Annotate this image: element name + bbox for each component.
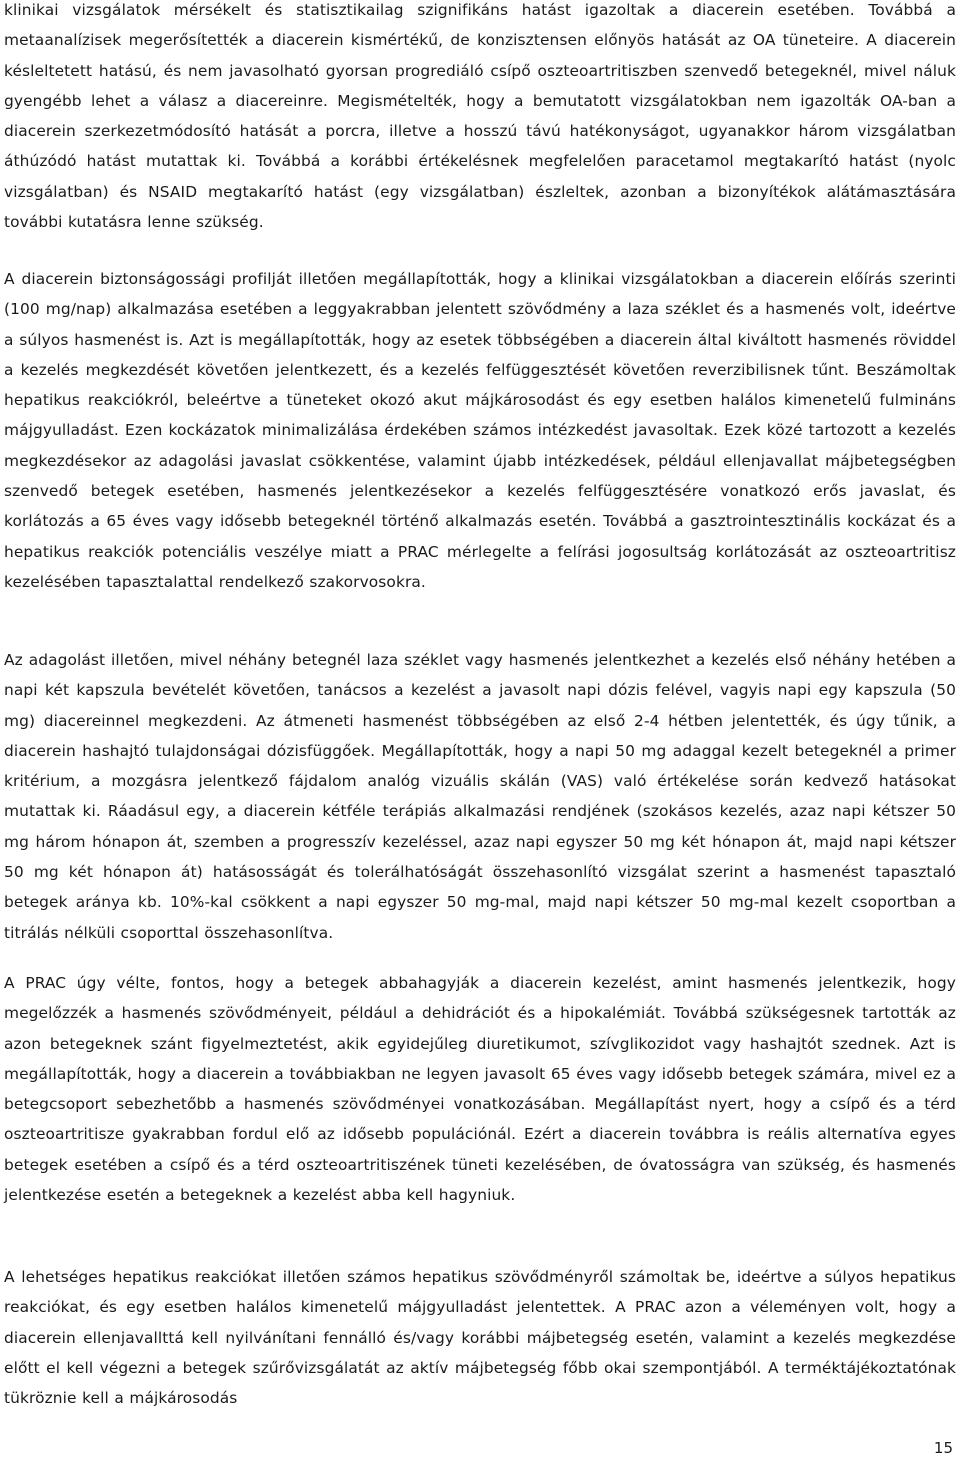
paragraph-efficacy: klinikai vizsgálatok mérsékelt és statisztikailag szignifikáns hatást igazoltak a diacerein esetében. Továbbá a metaanalízisek megerősítették a diacerein kismértékű, de konzisztensen előnyös hatását az OA tüneteire. A diacerein késleltetett hatású, és nem javasolható gyorsan progrediáló csípő oszteoartritiszben szenvedő betegeknél, mivel náluk gyengébb lehet a válasz a diacereinre. Megismételték, hogy a bemutatott vizsgálatokban nem igazolták OA-ban a diacerein szerkezetmódosító hatását a porcra, illetve a hosszú távú hatékonyságot, ugyanakkor három vizsgálatban áthúzódó hatást mutattak ki. Továbbá a korábbi értékelésnek megfelelően paracetamol megtakarító hatást (nyolc vizsgálatban) és NSAID megtakarító hatást (egy vizsgálatban) észleltek, azonban a bizonyítékok alátámasztására további kutatásra lenne szükség. — [4, 1, 956, 232]
paragraph-safety-profile: A diacerein biztonságossági profilját illetően megállapították, hogy a klinikai vizsgálatokban a diacerein előírás szerinti (100 mg/nap) alkalmazása esetében a leggyakrabban jelentett szövődmény a laza széklet és a hasmenés volt, ideértve a súlyos hasmenést is. Azt is megállapították, hogy az esetek többségében a diacerein által kiváltott hasmenés röviddel a kezelés megkezdését követően jelentkezett, és a kezelés felfüggesztését követően reverzibilisnek tűnt. Beszámoltak hepatikus reakciókról, beleértve a tüneteket okozó akut májkárosodást és egy esetben halálos kimenetelű fulmináns májgyulladást. Ezen kockázatok minimalizálása érdekében számos intézkedést javasoltak. Ezek közé tartozott a kezelés megkezdésekor az adagolási javaslat csökkentése, valamint újabb intézkedések, például ellenjavallat májbetegségben szenvedő betegek esetében, hasmenés jelentkezésekor a kezelés felfüggesztésére vonatkozó erős javaslat, és korlátozás a 65 éves vagy idősebb betegeknél történő alkalmazás esetén. Továbbá a gasztrointesztinális kockázat és a hepatikus reakciók potenciális veszélye miatt a PRAC mérlegelte a felírási jogosultság korlátozását az oszteoartritisz kezelésében tapasztalattal rendelkező szakorvosokra. — [4, 270, 956, 591]
paragraph-prac-diarrhoea: A PRAC úgy vélte, fontos, hogy a betegek abbahagyják a diacerein kezelést, amint hasmenés jelentkezik, hogy megelőzzék a hasmenés szövődményeit, például a dehidrációt és a hipokalémiát. Továbbá szükségesnek tartották az azon betegeknek szánt figyelmeztetést, akik egyidejűleg diuretikumot, szívglikozidot vagy hashajtót szednek. Azt is megállapították, hogy a diacerein a továbbiakban ne legyen javasolt 65 éves vagy idősebb betegek számára, mivel ez a betegcsoport sebezhetőbb a hasmenés szövődményei vonatkozásában. Megállapítást nyert, hogy a csípő és a térd oszteoartritisze gyakrabban fordul elő az idősebb populációnál. Ezért a diacerein továbbra is reális alternatíva egyes betegek esetében a csípő és a térd oszteoartritiszének tüneti kezelésében, de óvatosságra van szükség, és hasmenés jelentkezése esetén a betegeknek a kezelést abba kell hagyniuk. — [4, 974, 956, 1205]
paragraph-hepatic-reactions: A lehetséges hepatikus reakciókat illetően számos hepatikus szövődményről számoltak be, ideértve a súlyos hepatikus reakciókat, és egy esetben halálos kimenetelű májgyulladást jelentettek. A PRAC azon a véleményen volt, hogy a diacerein ellenjavallttá kell nyilvánítani fennálló és/vagy korábbi májbetegség esetén, valamint a kezelés megkezdése előtt el kell végezni a betegek szűrővizsgálatát az aktív májbetegség főbb okai szempontjából. A terméktájékoztatónak tükröznie kell a májkárosodás — [4, 1268, 956, 1408]
paragraph-dosage: Az adagolást illetően, mivel néhány betegnél laza széklet vagy hasmenés jelentkezhet a kezelés első néhány hetében a napi két kapszula bevételét követően, tanácsos a kezelést a javasolt napi dózis felével, vagyis napi egy kapszula (50 mg) diacereinnel megkezdeni. Az átmeneti hasmenést többségében az első 2-4 hétben jelentették, és úgy tűnik, a diacerein hashajtó tulajdonságai dózisfüggőek. Megállapították, hogy a napi 50 mg adaggal kezelt betegeknél a primer kritérium, a mozgásra jelentkező fájdalom analóg vizuális skálán (VAS) való értékelése során kedvező hatásokat mutattak ki. Ráadásul egy, a diacerein kétféle terápiás alkalmazási rendjének (szokásos kezelés, azaz napi kétszer 50 mg három hónapon át, szemben a progresszív kezeléssel, azaz napi egyszer 50 mg két hónapon át, majd napi kétszer 50 mg két hónapon át) hatásosságát és tolerálhatóságát összehasonlító vizsgálat szerint a hasmenést tapasztaló betegek aránya kb. 10%-kal csökkent a napi egyszer 50 mg-mal, majd napi kétszer 50 mg-mal kezelt csoportban a titrálás nélküli csoporttal összehasonlítva. — [4, 651, 956, 942]
page-number: 15 — [933, 1439, 953, 1457]
